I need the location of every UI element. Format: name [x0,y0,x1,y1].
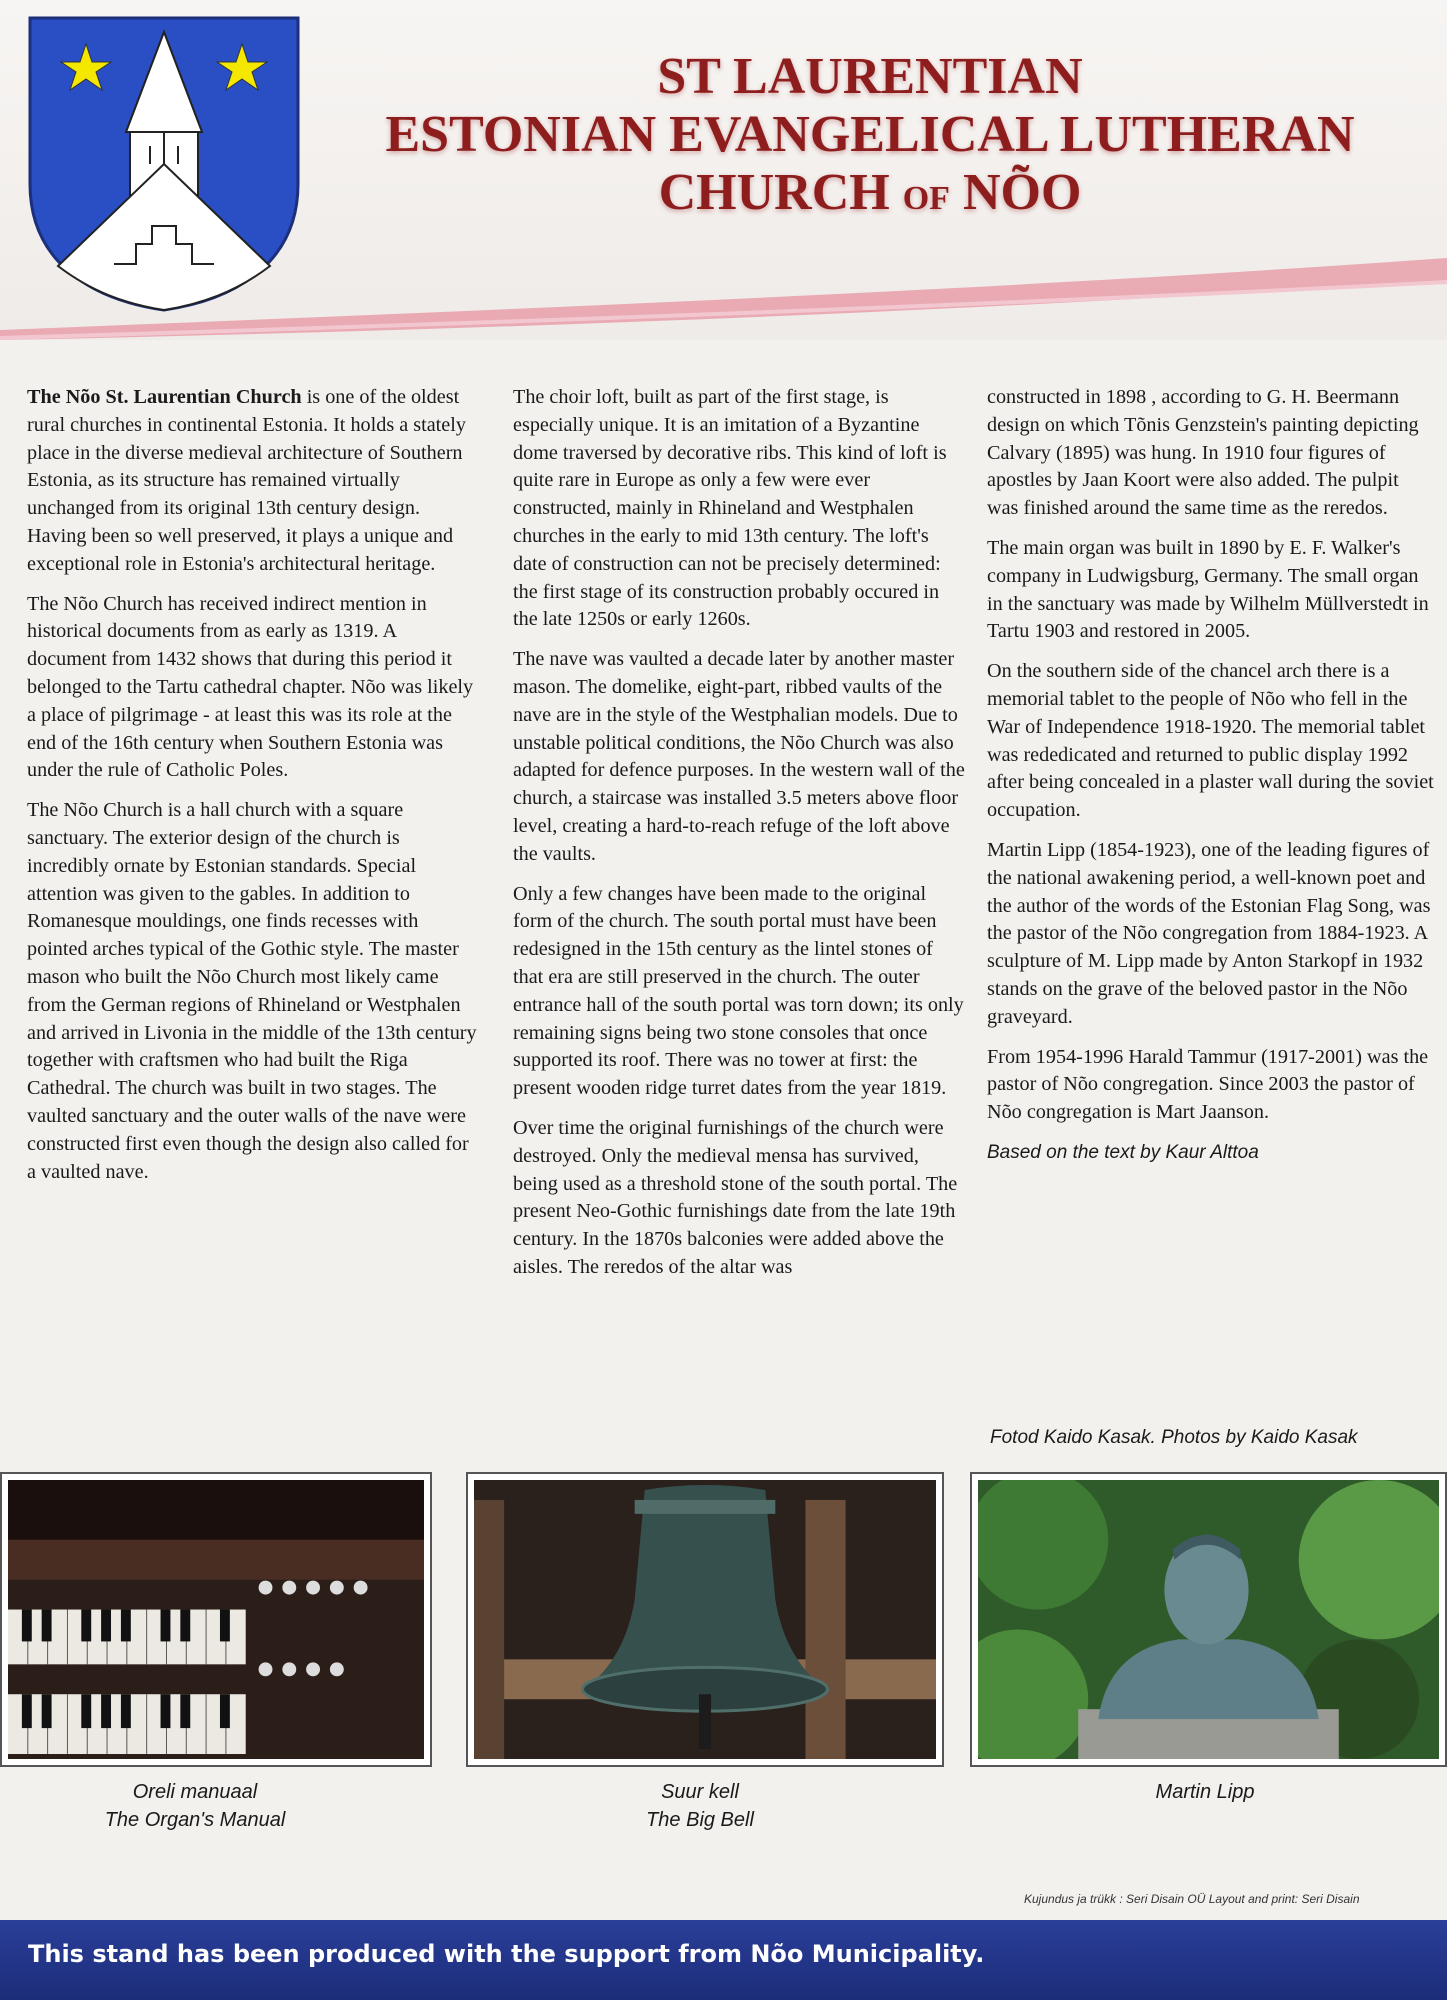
caption-estonian: Oreli manuaal [132,1781,258,1803]
paragraph: The choir loft, built as part of the first stage, is especially unique. It is an imitation of a Byzantine dome traversed by decorative ribs. This kind of loft is quite rare in Europe as only a few were ever constructed, mainly in Rhineland and Westphalen churches in the early to mid 13th century. The loft's date of construction can not be precisely determined: the first stage of its construction probably occured in the late 1250s or early 1260s. [513,386,947,631]
paragraph: Only a few changes have been made to the original form of the church. The south portal must have been redesigned in the 15th century as the lintel stones of that era are still preserved in the church. The outer entrance hall of the south portal was torn down; its only remaining signs being two stone consoles that once supported its roof. There was no tower at first: the present wooden ridge turret dates from the year 1819. [513,882,964,1100]
caption-estonian: Suur kell [661,1781,739,1803]
caption-martin-lipp [1070,1778,1340,1806]
caption-bell [570,1778,830,1834]
title-line-1: ST LAURENTIAN [657,48,1083,105]
title-word-noo: NÕO [962,164,1082,221]
photo-martin-lipp-bust [970,1472,1447,1767]
title-word-church: CHURCH [658,164,890,221]
header-banner [0,0,1447,340]
paragraph [27,384,479,579]
photo-credit: Fotod Kaido Kasak. Photos by Kaido Kasak [990,1427,1358,1448]
paragraph: Over time the original furnishings of the church were destroyed. Only the medieval mensa has survived, being used as a threshold stone of the south portal. The present Neo-Gothic furnishings date from the late 19th century. In the 1870s balconies were added above the aisles. The reredos of the altar was [513,1116,958,1278]
page-title [300,48,1440,228]
print-credit: Kujundus ja trükk : Seri Disain OÜ Layout and print: Seri Disain [1024,1892,1360,1906]
paragraph: From 1954-1996 Harald Tammur (1917-2001) was the pastor of Nõo congregation. Since 2003 the pastor of Nõo congregation is Mart Jaanson. [987,1045,1429,1124]
caption-english: The Organ's Manual [104,1809,286,1831]
paragraph: The Nõo Church has received indirect mention in historical documents from as early as 1319. A document from 1432 shows that during this period it belonged to the Tartu cathedral chapter. Nõo was likely a place of pilgrimage - at least this was its role at the end of the 16th century when Southern Estonia was under the rule of Catholic Poles. [27,592,474,782]
title-line-3 [300,164,1440,228]
bust-sculpture-image [978,1480,1439,1759]
text-column-1 [27,384,479,1198]
text-column-2 [513,384,965,1294]
caption-english: Martin Lipp [1155,1781,1255,1803]
paragraph: The main organ was built in 1890 by E. F. Walker's company in Ludwigsburg, Germany. The small organ in the sanctuary was made by Wilhelm Müllverstedt in Tartu 1903 and restored in 2005. [987,536,1429,643]
organ-keyboard-image [8,1480,424,1759]
paragraph: Martin Lipp (1854-1923), one of the leading figures of the national awakening period, a well-known poet and the author of the words of the Estonian Flag Song, was the pastor of the Nõo congregation from 1884-1923. A sculpture of M. Lipp made by Anton Starkopf in 1932 stands on the grave of the beloved pastor in the Nõo graveyard. [987,838,1431,1028]
paragraph-lead: The Nõo St. Laurentian Church [27,386,302,408]
title-word-of: OF [902,180,950,217]
paragraph: The Nõo Church is a hall church with a square sanctuary. The exterior design of the church is incredibly ornate by Estonian standards. Special attention was given to the gables. In addition to Romanesque mouldings, one finds recesses with pointed arches typical of the Gothic style. The master mason who built the Nõo Church most likely came from the German regions of Rhineland or Westphalen and arrived in Livonia in the middle of the 13th century together with craftsmen who had built the Riga Cathedral. The church was built in two stages. The vaulted sanctuary and the outer walls of the nave were constructed first even though the design also called for a vaulted nave. [27,799,477,1183]
paragraph: The nave was vaulted a decade later by another master mason. The domelike, eight-part, ribbed vaults of the nave are in the style of the Westphalian models. Due to unstable political conditions, the Nõo Church was also adapted for defence purposes. In the western wall of the church, a staircase was installed 3.5 meters above floor level, creating a hard-to-reach refuge of the loft above the vaults. [513,648,965,865]
text-credit: Based on the text by Kaur Alttoa [987,1141,1259,1163]
paragraph-text: is one of the oldest rural churches in continental Estonia. It holds a stately place in the diverse medieval architecture of Southern Estonia, as its structure has remained virtually unchanged from its original 13th century design. Having been so well preserved, it plays a unique and exceptional role in Estonia's architectural heritage. [27,386,466,575]
caption-organ [50,1778,340,1834]
title-line-2: ESTONIAN EVANGELICAL LUTHERAN [385,106,1355,163]
footer-banner [0,1920,1447,2000]
paragraph: On the southern side of the chancel arch there is a memorial tablet to the people of Nõo who fell in the War of Independence 1918-1920. The memorial tablet was rededicated and returned to public display 1992 after being concealed in a plaster wall during the soviet occupation. [987,660,1434,822]
caption-english: The Big Bell [646,1809,754,1831]
photo-organ-manual [0,1472,432,1767]
noo-coat-of-arms-icon [26,14,302,314]
photo-big-bell [466,1472,944,1767]
bell-image [474,1480,936,1759]
footer-text: This stand has been produced with the support from Nõo Municipality. [28,1940,985,1968]
text-column-3 [987,384,1435,1179]
paragraph: constructed in 1898 , according to G. H. Beermann design on which Tõnis Genzstein's painting depicting Calvary (1895) was hung. In 1910 four figures of apostles by Jaan Koort were also added. The pulpit was finished around the same time as the reredos. [987,386,1419,520]
